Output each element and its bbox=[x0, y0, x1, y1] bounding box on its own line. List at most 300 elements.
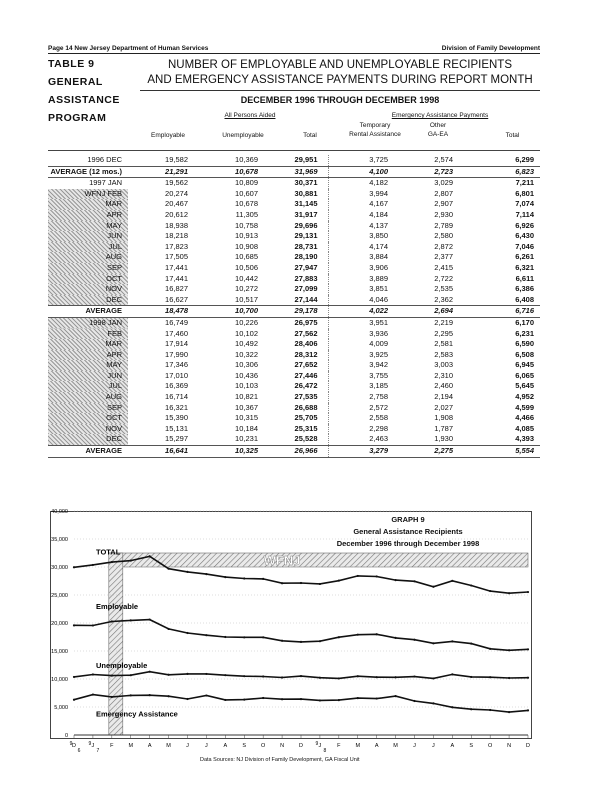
data-point bbox=[224, 674, 226, 676]
cell-other: 2,194 bbox=[434, 392, 453, 402]
cell-tra: 4,184 bbox=[328, 210, 398, 221]
x-tick-label: M bbox=[128, 743, 134, 749]
cell-total: 28,312 bbox=[294, 349, 318, 359]
cell-total: 28,731 bbox=[294, 241, 318, 251]
cell-total: 25,528 bbox=[294, 434, 318, 444]
cell-eatotal: 4,952 bbox=[515, 392, 534, 402]
graph-subtitle-2: December 1996 through December 1998 bbox=[336, 539, 480, 548]
data-point bbox=[73, 566, 75, 568]
cell-emp: 16,321 bbox=[165, 402, 188, 412]
year-mark: 9 bbox=[69, 741, 73, 747]
row-label: AVERAGE bbox=[48, 306, 128, 318]
data-point bbox=[451, 673, 453, 675]
cell-unemp: 10,492 bbox=[235, 339, 258, 349]
row-label: MAY bbox=[48, 360, 128, 371]
row-label: SEP bbox=[48, 403, 128, 414]
y-tick-label: 5,000 bbox=[54, 705, 68, 711]
data-point bbox=[508, 677, 510, 679]
cell-tra: 3,889 bbox=[328, 274, 398, 285]
data-point bbox=[357, 675, 359, 677]
cell-total: 29,131 bbox=[294, 231, 318, 241]
data-point bbox=[149, 671, 151, 673]
data-point bbox=[319, 640, 321, 642]
data-point bbox=[470, 708, 472, 710]
cell-unemp: 10,367 bbox=[235, 402, 258, 412]
cell-unemp: 10,517 bbox=[235, 294, 258, 304]
cell-unemp: 10,272 bbox=[235, 284, 258, 294]
cell-emp: 19,562 bbox=[165, 178, 188, 188]
subtitle: DECEMBER 1996 THROUGH DECEMBER 1998 bbox=[240, 95, 440, 105]
data-point bbox=[432, 702, 434, 704]
cell-unemp: 10,678 bbox=[235, 199, 258, 209]
row-label: AUG bbox=[48, 252, 128, 263]
year-mark: 9 bbox=[88, 741, 92, 747]
cell-eatotal: 6,386 bbox=[515, 284, 534, 294]
cell-tra: 4,009 bbox=[328, 339, 398, 350]
page-header-left: Page 14 New Jersey Department of Human Services bbox=[48, 45, 209, 52]
cell-emp: 18,478 bbox=[128, 306, 198, 318]
series-label: Unemployable bbox=[96, 660, 148, 670]
y-tick-label: 35,000 bbox=[51, 537, 68, 543]
row-label: SEP bbox=[48, 263, 128, 274]
cell-tra: 3,851 bbox=[328, 284, 398, 295]
y-tick-label: 10,000 bbox=[51, 677, 68, 683]
data-point bbox=[300, 698, 302, 700]
cell-tra: 2,758 bbox=[328, 392, 398, 403]
cell-tra: 3,925 bbox=[328, 350, 398, 361]
row-label: 1997 JAN bbox=[89, 178, 122, 188]
cell-other: 2,295 bbox=[434, 328, 453, 338]
data-point bbox=[300, 675, 302, 677]
data-point bbox=[130, 619, 132, 621]
data-point bbox=[149, 694, 151, 696]
data-point bbox=[394, 637, 396, 639]
cell-unemp: 10,913 bbox=[235, 231, 258, 241]
cell-tra: 3,884 bbox=[328, 252, 398, 263]
row-label: DEC bbox=[48, 434, 128, 445]
data-point bbox=[357, 634, 359, 636]
side-title-assistance: ASSISTANCE bbox=[48, 94, 120, 106]
cell-total: 29,178 bbox=[268, 306, 328, 318]
cell-unemp: 10,102 bbox=[235, 328, 258, 338]
side-title-program: PROGRAM bbox=[48, 112, 107, 124]
cell-eatotal: 6,170 bbox=[515, 317, 534, 327]
cell-unemp: 10,442 bbox=[235, 273, 258, 283]
cell-tra: 2,463 bbox=[328, 434, 398, 445]
row-label: DEC bbox=[48, 295, 128, 306]
cell-total: 27,947 bbox=[294, 262, 318, 272]
cell-total: 27,883 bbox=[294, 273, 318, 283]
cell-eatotal: 4,085 bbox=[515, 423, 534, 433]
row-label: MAY bbox=[48, 221, 128, 232]
cell-total: 25,705 bbox=[294, 413, 318, 423]
cell-other: 2,694 bbox=[398, 306, 463, 318]
data-point bbox=[262, 675, 264, 677]
row-label: MAR bbox=[48, 339, 128, 350]
cell-unemp: 10,103 bbox=[235, 381, 258, 391]
data-point bbox=[394, 695, 396, 697]
cell-other: 2,415 bbox=[434, 262, 453, 272]
data-point bbox=[281, 698, 283, 700]
col-temporary-2: Rental Assistance bbox=[349, 131, 401, 138]
data-source: Data Sources: NJ Division of Family Development, GA Fiscal Unit bbox=[200, 757, 360, 763]
row-label: JUL bbox=[48, 242, 128, 253]
cell-other: 1,908 bbox=[434, 413, 453, 423]
cell-other: 2,275 bbox=[398, 446, 463, 458]
col-ea-total: Total bbox=[505, 132, 520, 139]
data-point bbox=[527, 591, 529, 593]
cell-eatotal: 4,466 bbox=[515, 413, 534, 423]
cell-unemp: 10,678 bbox=[198, 166, 268, 178]
data-point bbox=[527, 709, 529, 711]
row-label: APR bbox=[48, 210, 128, 221]
data-point bbox=[451, 580, 453, 582]
data-point bbox=[224, 636, 226, 638]
data-point bbox=[243, 675, 245, 677]
data-point bbox=[167, 628, 169, 630]
col-employable: Employable bbox=[151, 132, 185, 139]
x-tick-label: O bbox=[261, 743, 266, 749]
cell-other: 2,310 bbox=[434, 370, 453, 380]
cell-emp: 15,297 bbox=[165, 434, 188, 444]
cell-total: 31,969 bbox=[268, 166, 328, 178]
cell-unemp: 10,607 bbox=[235, 188, 258, 198]
data-point bbox=[319, 699, 321, 701]
x-tick-label: S bbox=[242, 743, 247, 749]
data-point bbox=[527, 677, 529, 679]
cell-unemp: 10,322 bbox=[235, 349, 258, 359]
x-tick-label: J bbox=[91, 743, 95, 749]
series-line-employable bbox=[74, 620, 528, 651]
x-tick-label: D bbox=[299, 743, 303, 749]
cell-eatotal: 6,823 bbox=[463, 166, 540, 178]
cell-unemp: 10,908 bbox=[235, 241, 258, 251]
cell-unemp: 10,315 bbox=[235, 413, 258, 423]
data-point bbox=[470, 584, 472, 586]
data-point bbox=[243, 699, 245, 701]
data-point bbox=[470, 643, 472, 645]
cell-unemp: 10,821 bbox=[235, 392, 258, 402]
data-point bbox=[338, 580, 340, 582]
data-point bbox=[92, 694, 94, 696]
data-point bbox=[376, 575, 378, 577]
data-point bbox=[262, 636, 264, 638]
col-total: Total bbox=[303, 132, 317, 139]
cell-unemp: 10,506 bbox=[235, 262, 258, 272]
cell-eatotal: 6,261 bbox=[515, 252, 534, 262]
x-tick-label: A bbox=[450, 743, 455, 749]
cell-total: 27,652 bbox=[294, 360, 318, 370]
cell-tra: 3,951 bbox=[328, 317, 398, 328]
cell-total: 30,371 bbox=[294, 178, 318, 188]
cell-emp: 20,612 bbox=[165, 209, 188, 219]
cell-other: 2,580 bbox=[434, 231, 453, 241]
data-point bbox=[376, 633, 378, 635]
data-point bbox=[338, 636, 340, 638]
data-point bbox=[262, 578, 264, 580]
data-point bbox=[338, 699, 340, 701]
title-line-1: NUMBER OF EMPLOYABLE AND UNEMPLOYABLE RECIPIENTS bbox=[167, 59, 513, 71]
cell-total: 26,472 bbox=[294, 381, 318, 391]
cell-other: 2,722 bbox=[434, 273, 453, 283]
cell-emp: 16,627 bbox=[165, 294, 188, 304]
x-tick-label: J bbox=[186, 743, 189, 749]
cell-tra: 4,182 bbox=[328, 178, 398, 189]
cell-other: 2,535 bbox=[434, 284, 453, 294]
data-point bbox=[394, 676, 396, 678]
row-label: OCT bbox=[48, 413, 128, 424]
data-point bbox=[489, 648, 491, 650]
cell-total: 27,562 bbox=[294, 328, 318, 338]
cell-tra: 4,174 bbox=[328, 242, 398, 253]
cell-eatotal: 6,408 bbox=[515, 294, 534, 304]
data-point bbox=[205, 673, 207, 675]
data-point bbox=[205, 573, 207, 575]
data-point bbox=[300, 641, 302, 643]
data-point bbox=[413, 700, 415, 702]
cell-other: 2,789 bbox=[434, 220, 453, 230]
year-mark: 8 bbox=[323, 748, 327, 754]
x-tick-label: M bbox=[166, 743, 171, 749]
cell-emp: 18,938 bbox=[165, 220, 188, 230]
cell-eatotal: 6,065 bbox=[515, 370, 534, 380]
cell-emp: 16,641 bbox=[128, 446, 198, 458]
data-point bbox=[262, 697, 264, 699]
cell-other: 2,723 bbox=[398, 166, 463, 178]
x-tick-label: N bbox=[507, 743, 512, 749]
x-tick-label: M bbox=[393, 743, 398, 749]
cell-eatotal: 6,430 bbox=[515, 231, 534, 241]
data-point bbox=[451, 640, 453, 642]
cell-eatotal: 7,211 bbox=[515, 178, 534, 188]
cell-unemp: 10,685 bbox=[235, 252, 258, 262]
wfnj-start-bar bbox=[109, 553, 123, 735]
cell-tra: 3,942 bbox=[328, 360, 398, 371]
data-point bbox=[186, 632, 188, 634]
cell-unemp: 10,325 bbox=[198, 446, 268, 458]
title-line-2: AND EMERGENCY ASSISTANCE PAYMENTS DURING REPORT MONTH bbox=[147, 74, 533, 86]
data-point bbox=[281, 582, 283, 584]
x-tick-label: A bbox=[223, 743, 228, 749]
cell-other: 2,574 bbox=[434, 155, 453, 164]
cell-other: 2,583 bbox=[434, 349, 453, 359]
row-label: NOV bbox=[48, 424, 128, 435]
col-unemployable: Unemployable bbox=[222, 132, 264, 139]
x-tick-label: J bbox=[318, 743, 322, 749]
x-tick-label: J bbox=[205, 743, 208, 749]
cell-unemp: 10,306 bbox=[235, 360, 258, 370]
cell-eatotal: 6,716 bbox=[463, 306, 540, 318]
cell-emp: 15,390 bbox=[165, 413, 188, 423]
cell-emp: 17,914 bbox=[165, 339, 188, 349]
row-label: 1996 DEC bbox=[87, 155, 122, 164]
cell-tra: 4,022 bbox=[328, 306, 398, 318]
y-tick-label: 20,000 bbox=[51, 621, 68, 627]
data-point bbox=[205, 694, 207, 696]
cell-unemp: 10,369 bbox=[235, 155, 258, 164]
data-point bbox=[489, 676, 491, 678]
row-label: WFNJ FEB bbox=[48, 189, 128, 200]
cell-eatotal: 6,508 bbox=[515, 349, 534, 359]
x-tick-label: O bbox=[488, 743, 493, 749]
cell-emp: 17,823 bbox=[165, 241, 188, 251]
cell-emp: 16,714 bbox=[165, 392, 188, 402]
cell-tra: 3,906 bbox=[328, 263, 398, 274]
y-tick-label: 15,000 bbox=[51, 649, 68, 655]
cell-eatotal: 4,393 bbox=[515, 434, 534, 444]
data-point bbox=[92, 673, 94, 675]
x-tick-label: M bbox=[355, 743, 361, 749]
cell-total: 27,446 bbox=[294, 370, 318, 380]
cell-eatotal: 7,046 bbox=[515, 241, 534, 251]
cell-eatotal: 4,599 bbox=[515, 402, 534, 412]
cell-tra: 2,558 bbox=[328, 413, 398, 424]
x-tick-label: J bbox=[432, 743, 435, 749]
y-tick-label: 0 bbox=[64, 733, 68, 739]
cell-unemp: 10,700 bbox=[198, 306, 268, 318]
data-point bbox=[130, 559, 132, 561]
cell-tra: 2,572 bbox=[328, 403, 398, 414]
cell-emp: 20,274 bbox=[165, 188, 188, 198]
data-point bbox=[432, 677, 434, 679]
cell-eatotal: 5,554 bbox=[463, 446, 540, 458]
x-tick-label: D bbox=[72, 743, 76, 749]
graph-title-box bbox=[290, 511, 526, 553]
x-tick-label: N bbox=[280, 743, 285, 749]
data-point bbox=[130, 694, 132, 696]
data-point bbox=[281, 676, 283, 678]
data-point bbox=[489, 709, 491, 711]
x-tick-label: F bbox=[337, 743, 341, 749]
data-point bbox=[300, 582, 302, 584]
page-header-right: Division of Family Development bbox=[441, 45, 540, 52]
cell-emp: 17,441 bbox=[165, 273, 188, 283]
data-point bbox=[394, 579, 396, 581]
cell-other: 2,872 bbox=[434, 241, 453, 251]
data-point bbox=[224, 576, 226, 578]
x-tick-label: J bbox=[413, 743, 416, 749]
cell-eatotal: 6,321 bbox=[515, 262, 534, 272]
cell-unemp: 10,758 bbox=[235, 220, 258, 230]
series-label: Employable bbox=[96, 602, 139, 611]
data-point bbox=[281, 640, 283, 642]
graph-subtitle-1: General Assistance Recipients bbox=[353, 527, 463, 536]
cell-emp: 18,218 bbox=[165, 231, 188, 241]
x-tick-label: A bbox=[374, 743, 379, 749]
col-temporary-1: Temporary bbox=[359, 122, 391, 129]
data-point bbox=[111, 675, 113, 677]
cell-other: 3,029 bbox=[434, 178, 453, 188]
data-point bbox=[167, 568, 169, 570]
x-tick-label: D bbox=[526, 743, 530, 749]
cell-total: 27,099 bbox=[294, 284, 318, 294]
cell-emp: 16,827 bbox=[165, 284, 188, 294]
data-point bbox=[73, 676, 75, 678]
year-mark: 9 bbox=[315, 741, 319, 747]
cell-eatotal: 6,945 bbox=[515, 360, 534, 370]
row-label: JUN bbox=[48, 371, 128, 382]
cell-tra: 2,298 bbox=[328, 424, 398, 435]
cell-unemp: 10,436 bbox=[235, 370, 258, 380]
cell-other: 2,219 bbox=[434, 317, 453, 327]
col-other-1: Other bbox=[429, 122, 447, 129]
cell-tra: 3,725 bbox=[328, 155, 398, 166]
data-point bbox=[149, 555, 151, 557]
cell-total: 31,145 bbox=[294, 199, 318, 209]
cell-eatotal: 6,801 bbox=[515, 188, 534, 198]
cell-other: 2,807 bbox=[434, 188, 453, 198]
data-point bbox=[508, 649, 510, 651]
data-point bbox=[432, 586, 434, 588]
cell-unemp: 11,305 bbox=[235, 209, 258, 219]
x-tick-label: F bbox=[110, 743, 114, 749]
cell-tra: 3,185 bbox=[328, 381, 398, 392]
x-tick-label: A bbox=[147, 743, 152, 749]
cell-total: 29,696 bbox=[294, 220, 318, 230]
data-point bbox=[413, 675, 415, 677]
group-emergency: Emergency Assistance Payments bbox=[391, 112, 489, 119]
cell-unemp: 10,184 bbox=[235, 423, 258, 433]
data-point bbox=[451, 706, 453, 708]
data-point bbox=[527, 648, 529, 650]
col-other-2: GA-EA bbox=[427, 131, 449, 138]
cell-other: 2,907 bbox=[434, 199, 453, 209]
data-point bbox=[111, 696, 113, 698]
cell-other: 3,003 bbox=[434, 360, 453, 370]
cell-eatotal: 7,074 bbox=[515, 199, 534, 209]
year-mark: 7 bbox=[96, 748, 100, 754]
cell-emp: 21,291 bbox=[128, 166, 198, 178]
row-label: JUN bbox=[48, 231, 128, 242]
cell-unemp: 10,226 bbox=[235, 317, 258, 327]
data-point bbox=[111, 561, 113, 563]
cell-other: 2,930 bbox=[434, 209, 453, 219]
cell-tra: 4,167 bbox=[328, 199, 398, 210]
cell-eatotal: 6,590 bbox=[515, 339, 534, 349]
cell-total: 26,975 bbox=[294, 317, 318, 327]
cell-other: 2,027 bbox=[434, 402, 453, 412]
cell-total: 29,951 bbox=[294, 155, 318, 164]
cell-other: 2,581 bbox=[434, 339, 453, 349]
cell-emp: 16,749 bbox=[165, 317, 188, 327]
cell-total: 28,190 bbox=[294, 252, 318, 262]
wfnj-band bbox=[109, 553, 528, 567]
cell-other: 2,362 bbox=[434, 294, 453, 304]
data-point bbox=[357, 697, 359, 699]
data-point bbox=[376, 676, 378, 678]
group-all-persons: All Persons Aided bbox=[224, 112, 276, 119]
cell-emp: 19,582 bbox=[165, 155, 188, 164]
data-point bbox=[432, 642, 434, 644]
cell-other: 2,460 bbox=[434, 381, 453, 391]
row-label: MAR bbox=[48, 199, 128, 210]
data-point bbox=[413, 580, 415, 582]
cell-total: 27,535 bbox=[294, 392, 318, 402]
data-point bbox=[186, 673, 188, 675]
data-point bbox=[508, 592, 510, 594]
data-point bbox=[357, 575, 359, 577]
cell-unemp: 10,809 bbox=[235, 178, 258, 188]
cell-tra: 3,994 bbox=[328, 189, 398, 200]
data-point bbox=[376, 697, 378, 699]
year-mark: 6 bbox=[77, 748, 81, 754]
row-label: AVERAGE bbox=[48, 446, 128, 458]
data-point bbox=[243, 577, 245, 579]
row-label: APR bbox=[48, 350, 128, 361]
cell-eatotal: 6,299 bbox=[515, 155, 534, 164]
row-label: NOV bbox=[48, 284, 128, 295]
cell-tra: 4,100 bbox=[328, 166, 398, 178]
